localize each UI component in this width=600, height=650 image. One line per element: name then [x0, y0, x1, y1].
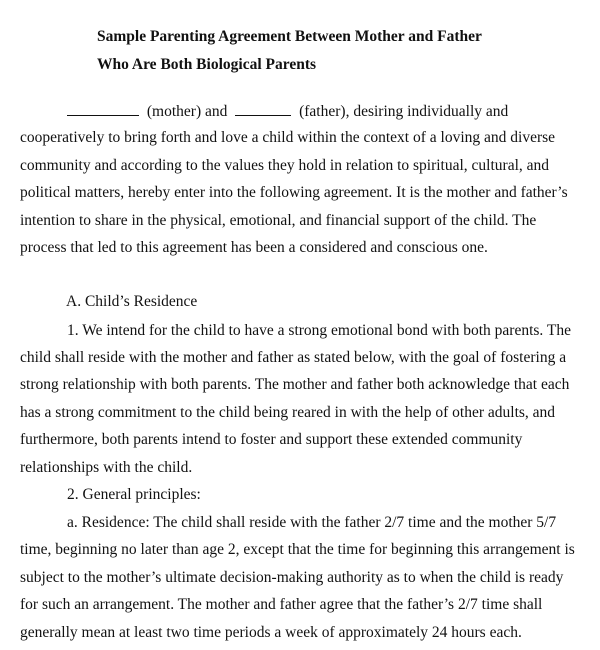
section-a-heading: A. Child’s Residence [66, 293, 198, 310]
intro-line: cooperatively to bring forth and love a child within the context of a loving and diverse [20, 129, 556, 146]
mother-label: (mother) and [146, 103, 228, 120]
section-a-p2a-line: a. Residence: The child shall reside with the father 2/7 time and the mother 5/7 [67, 514, 557, 531]
section-a-p1-line: 1. We intend for the child to have a strong emotional bond with both parents. The [67, 322, 571, 339]
section-a-p1-line: furthermore, both parents intend to foster and support these extended community [20, 431, 523, 448]
father-name-blank [235, 101, 291, 116]
document-title-line-2: Who Are Both Biological Parents [97, 56, 317, 73]
section-a-p2-heading: 2. General principles: [67, 486, 201, 503]
section-a-p2a-line: time, beginning no later than age 2, except that the time for beginning this arrangement is [20, 541, 575, 558]
intro-line: process that led to this agreement has been a considered and conscious one. [20, 239, 488, 256]
section-a-p2a-line: for such an arrangement. The mother and father agree that the father’s 2/7 time shall [20, 596, 543, 613]
section-a-p2a-line: generally mean at least two time periods a week of approximately 24 hours each. [20, 624, 522, 641]
mother-name-blank [67, 101, 139, 116]
section-a-p2a-line: subject to the mother’s ultimate decision-making authority as to when the child is ready [20, 569, 564, 586]
section-a-p1-line: relationships with the child. [20, 459, 193, 476]
section-a-p1-line: has a strong commitment to the child being reared in with the help of other adults, and [20, 404, 556, 421]
intro-line: intention to share in the physical, emotional, and financial support of the child. The [20, 212, 537, 229]
intro-line: community and according to the values they hold in relation to spiritual, cultural, and [20, 157, 550, 174]
document-title-line-1: Sample Parenting Agreement Between Mother and Father [97, 28, 482, 45]
intro-line: political matters, hereby enter into the following agreement. It is the mother and father’s [20, 184, 568, 201]
section-a-p1-line: strong relationship with both parents. The mother and father both acknowledge that each [20, 376, 570, 393]
section-a-p1-line: child shall reside with the mother and father as stated below, with the goal of fostering a [20, 349, 567, 366]
father-label: (father), desiring individually and [299, 103, 509, 120]
intro-first-line [67, 101, 508, 121]
